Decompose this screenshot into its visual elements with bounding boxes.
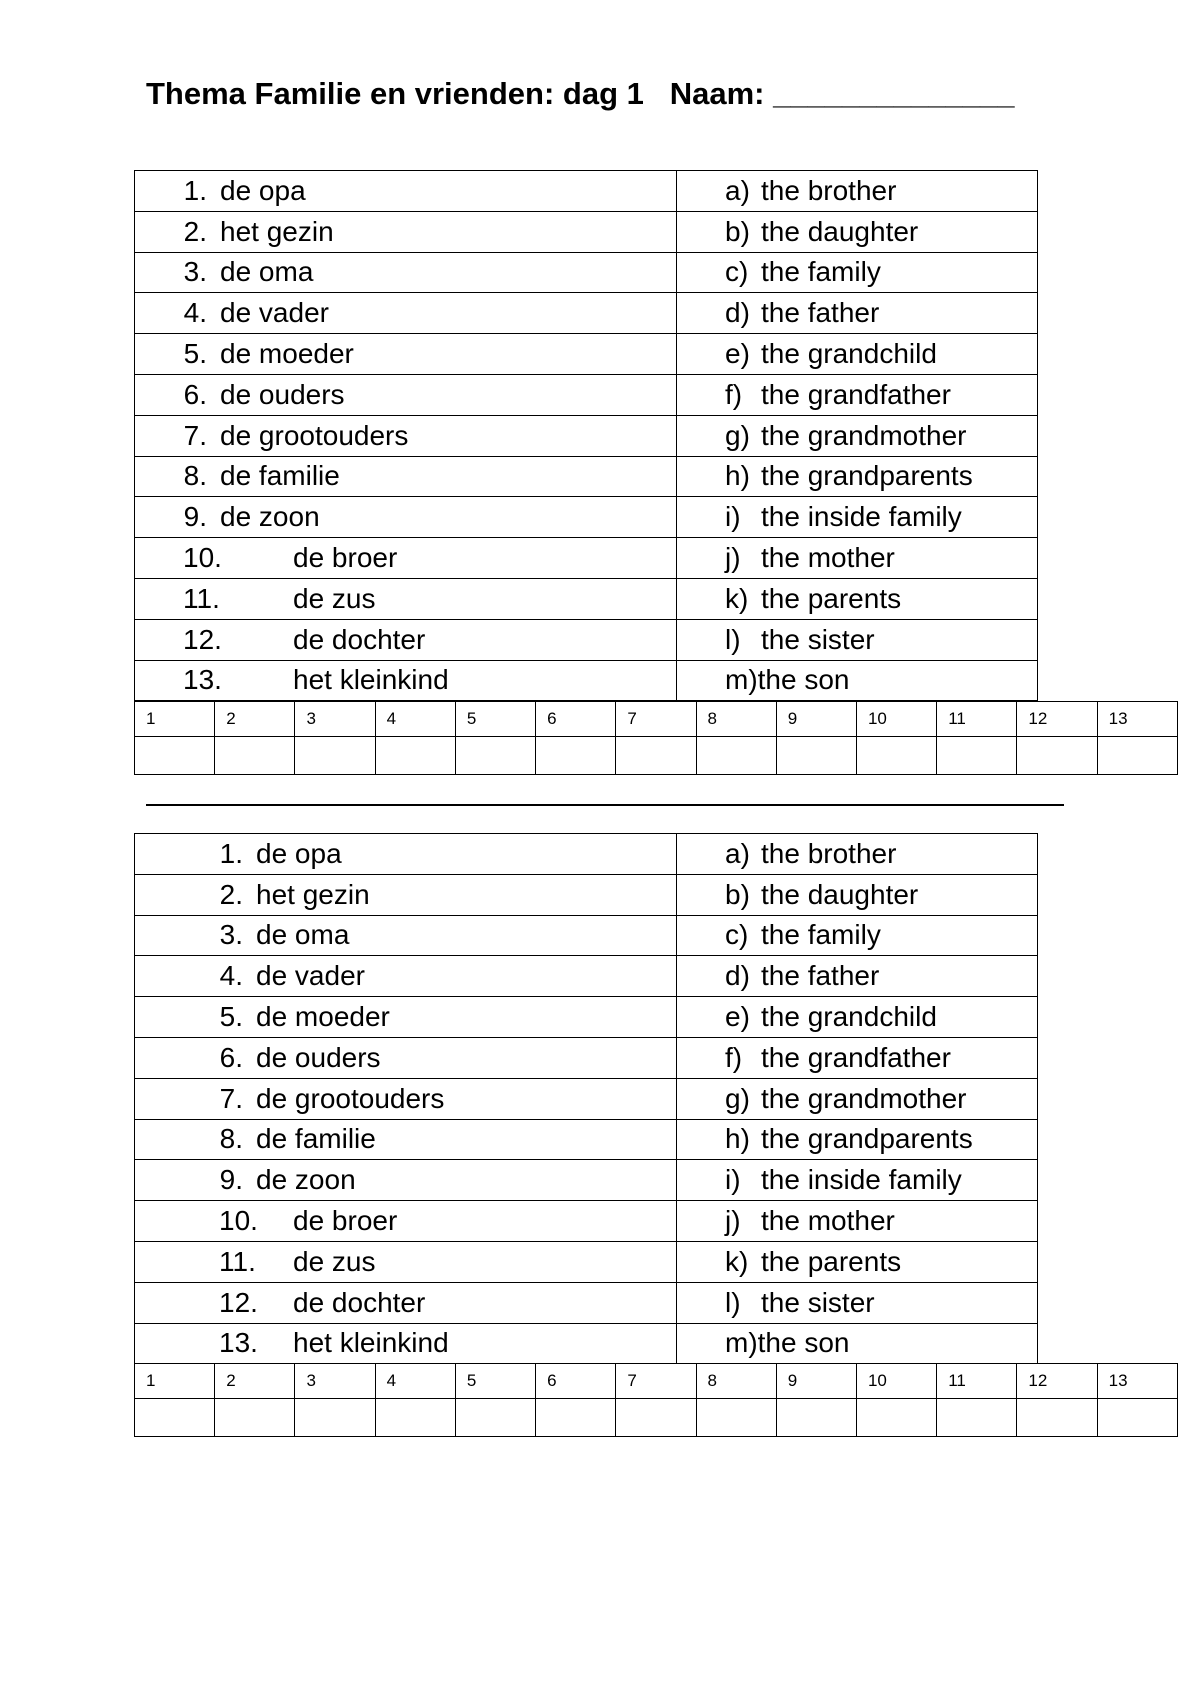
dutch-cell — [135, 334, 677, 375]
vocab-row — [135, 1323, 1038, 1364]
answer-box[interactable] — [616, 737, 696, 775]
answer-box[interactable] — [696, 737, 776, 775]
vocab-row — [135, 997, 1038, 1038]
vocab-row — [135, 1078, 1038, 1119]
vocab-row — [135, 538, 1038, 579]
dutch-word: de dochter — [293, 623, 426, 655]
dutch-cell — [135, 874, 677, 915]
item-letter: e) — [725, 1001, 750, 1033]
item-letter: f) — [725, 378, 743, 410]
item-letter: a) — [725, 837, 750, 869]
item-number: 3. — [183, 256, 207, 288]
item-letter: l) — [725, 623, 741, 655]
item-letter: e) — [725, 338, 750, 370]
vocab-row — [135, 252, 1038, 293]
english-cell — [677, 997, 1038, 1038]
dutch-word: de opa — [220, 174, 306, 206]
item-number: 11. — [183, 582, 220, 614]
english-word: the mother — [761, 1205, 895, 1237]
dutch-cell — [135, 497, 677, 538]
english-word: the inside family — [761, 501, 962, 533]
dutch-word: de oma — [256, 919, 350, 951]
answer-box[interactable] — [776, 1399, 856, 1437]
vocab-row — [135, 834, 1038, 875]
dutch-cell — [135, 1037, 677, 1078]
vocab-row — [135, 293, 1038, 334]
english-cell — [677, 374, 1038, 415]
answer-number: 13 — [1097, 702, 1177, 737]
answer-box[interactable] — [135, 737, 215, 775]
answer-box[interactable] — [696, 1399, 776, 1437]
dutch-cell — [135, 1078, 677, 1119]
item-number: 10. — [183, 542, 222, 574]
vocab-row — [135, 1119, 1038, 1160]
dutch-cell — [135, 1241, 677, 1282]
english-word: the parents — [761, 582, 902, 614]
item-letter: a) — [725, 174, 750, 206]
answer-number: 8 — [696, 1364, 776, 1399]
answer-box[interactable] — [616, 1399, 696, 1437]
english-cell — [677, 456, 1038, 497]
answer-number: 6 — [536, 1364, 616, 1399]
item-letter: g) — [725, 419, 750, 451]
answer-number: 7 — [616, 1364, 696, 1399]
answer-number: 8 — [696, 702, 776, 737]
english-cell — [677, 660, 1038, 701]
vocab-row — [135, 1241, 1038, 1282]
item-letter: i) — [725, 501, 741, 533]
answer-input-row — [135, 737, 1178, 775]
item-letter: j) — [725, 542, 741, 574]
dutch-cell — [135, 252, 677, 293]
english-cell — [677, 619, 1038, 660]
dutch-word: de zoon — [256, 1164, 356, 1196]
answer-box[interactable] — [856, 737, 936, 775]
item-letter: h) — [725, 460, 750, 492]
english-word: the father — [761, 297, 880, 329]
answer-number: 12 — [1017, 702, 1097, 737]
dutch-word: de grootouders — [220, 419, 409, 451]
item-letter: c) — [725, 919, 749, 951]
dutch-cell — [135, 915, 677, 956]
item-letter: b) — [725, 215, 750, 247]
vocab-row — [135, 578, 1038, 619]
worksheet-title: Thema Familie en vrienden: dag 1 Naam: ______________ — [146, 76, 1015, 111]
item-letter: m) — [725, 1327, 758, 1359]
dutch-word: de familie — [220, 460, 340, 492]
answer-box[interactable] — [1017, 1399, 1097, 1437]
english-cell — [677, 1078, 1038, 1119]
dutch-cell — [135, 619, 677, 660]
answer-box[interactable] — [1097, 1399, 1177, 1437]
dutch-cell — [135, 538, 677, 579]
answer-number: 12 — [1017, 1364, 1097, 1399]
item-letter: k) — [725, 1245, 749, 1277]
item-number: 7. — [183, 419, 207, 451]
english-cell — [677, 211, 1038, 252]
english-cell — [677, 1282, 1038, 1323]
item-letter: h) — [725, 1123, 750, 1155]
english-word: the grandchild — [761, 338, 937, 370]
item-number: 12. — [219, 1286, 258, 1318]
english-word: the family — [761, 919, 881, 951]
answer-box[interactable] — [1097, 737, 1177, 775]
english-word: the grandmother — [761, 419, 967, 451]
english-cell — [677, 834, 1038, 875]
vocab-row — [135, 171, 1038, 212]
dutch-word: de familie — [256, 1123, 376, 1155]
vocab-table-top — [134, 170, 1038, 701]
item-number: 3. — [219, 919, 243, 951]
item-letter: d) — [725, 960, 750, 992]
dutch-word: het kleinkind — [293, 664, 449, 696]
answer-box[interactable] — [455, 1399, 535, 1437]
vocab-row — [135, 1160, 1038, 1201]
answer-number: 10 — [856, 1364, 936, 1399]
english-cell — [677, 293, 1038, 334]
item-number: 8. — [219, 1123, 243, 1155]
item-letter: j) — [725, 1205, 741, 1237]
english-cell — [677, 252, 1038, 293]
item-number: 13. — [219, 1327, 258, 1359]
item-letter: f) — [725, 1041, 743, 1073]
dutch-cell — [135, 1160, 677, 1201]
answer-box[interactable] — [536, 1399, 616, 1437]
dutch-cell — [135, 171, 677, 212]
english-cell — [677, 915, 1038, 956]
dutch-word: de vader — [220, 297, 329, 329]
answer-box[interactable] — [856, 1399, 936, 1437]
english-cell — [677, 171, 1038, 212]
dutch-cell — [135, 456, 677, 497]
dutch-word: de moeder — [256, 1001, 390, 1033]
dutch-word: de oma — [220, 256, 314, 288]
vocab-row — [135, 211, 1038, 252]
vocab-row — [135, 915, 1038, 956]
vocab-table-bottom — [134, 833, 1038, 1364]
dutch-word: de zus — [293, 1245, 376, 1277]
dutch-word: de ouders — [220, 378, 345, 410]
english-word: the son — [757, 1327, 850, 1359]
dutch-cell — [135, 1323, 677, 1364]
english-cell — [677, 874, 1038, 915]
dutch-word: de zoon — [220, 501, 320, 533]
dutch-word: de vader — [256, 960, 365, 992]
dutch-cell — [135, 956, 677, 997]
answer-box[interactable] — [375, 1399, 455, 1437]
item-number: 8. — [183, 460, 207, 492]
item-number: 1. — [219, 837, 243, 869]
english-word: the daughter — [761, 215, 919, 247]
english-cell — [677, 497, 1038, 538]
dutch-cell — [135, 211, 677, 252]
answer-box[interactable] — [295, 1399, 375, 1437]
answer-box[interactable] — [937, 737, 1017, 775]
vocab-row — [135, 456, 1038, 497]
english-word: the mother — [761, 542, 895, 574]
english-word: the son — [757, 664, 850, 696]
answer-number: 7 — [616, 702, 696, 737]
dutch-cell — [135, 374, 677, 415]
item-letter: k) — [725, 582, 749, 614]
answer-number: 11 — [937, 1364, 1017, 1399]
answer-grid-bottom — [134, 1363, 1178, 1437]
english-word: the sister — [761, 1286, 875, 1318]
item-number: 13. — [183, 664, 222, 696]
vocab-row — [135, 956, 1038, 997]
dutch-word: de broer — [293, 1205, 398, 1237]
answer-number: 1 — [135, 702, 215, 737]
english-cell — [677, 1160, 1038, 1201]
item-number: 6. — [183, 378, 207, 410]
item-letter: d) — [725, 297, 750, 329]
dutch-word: de broer — [293, 542, 398, 574]
item-number: 4. — [219, 960, 243, 992]
answer-box[interactable] — [536, 737, 616, 775]
dutch-word: het gezin — [220, 215, 334, 247]
english-cell — [677, 538, 1038, 579]
item-number: 5. — [219, 1001, 243, 1033]
answer-input-row — [135, 1399, 1178, 1437]
answer-number: 2 — [215, 702, 295, 737]
vocab-row — [135, 1201, 1038, 1242]
answer-number: 2 — [215, 1364, 295, 1399]
answer-number: 13 — [1097, 1364, 1177, 1399]
english-cell — [677, 1323, 1038, 1364]
item-number: 10. — [219, 1205, 258, 1237]
item-number: 6. — [219, 1041, 243, 1073]
item-number: 1. — [183, 174, 207, 206]
answer-number: 6 — [536, 702, 616, 737]
dutch-word: de zus — [293, 582, 376, 614]
answer-number: 5 — [455, 1364, 535, 1399]
english-cell — [677, 578, 1038, 619]
vocab-row — [135, 1282, 1038, 1323]
answer-box[interactable] — [295, 737, 375, 775]
dutch-cell — [135, 1201, 677, 1242]
item-letter: g) — [725, 1082, 750, 1114]
dutch-cell — [135, 1282, 677, 1323]
answer-number: 3 — [295, 1364, 375, 1399]
english-cell — [677, 1037, 1038, 1078]
dutch-word: het kleinkind — [293, 1327, 449, 1359]
item-letter: c) — [725, 256, 749, 288]
item-number: 7. — [219, 1082, 243, 1114]
answer-number: 1 — [135, 1364, 215, 1399]
english-word: the brother — [761, 174, 897, 206]
vocab-row — [135, 334, 1038, 375]
answer-number: 9 — [776, 1364, 856, 1399]
english-word: the brother — [761, 837, 897, 869]
answer-number-row — [135, 1364, 1178, 1399]
dutch-word: de grootouders — [256, 1082, 445, 1114]
vocab-row — [135, 374, 1038, 415]
item-number: 5. — [183, 338, 207, 370]
answer-box[interactable] — [215, 737, 295, 775]
answer-box[interactable] — [375, 737, 455, 775]
english-word: the grandparents — [761, 1123, 973, 1155]
english-word: the parents — [761, 1245, 902, 1277]
answer-number-row — [135, 702, 1178, 737]
english-cell — [677, 1241, 1038, 1282]
english-cell — [677, 1119, 1038, 1160]
vocab-row — [135, 497, 1038, 538]
cut-line — [146, 804, 1064, 806]
dutch-cell — [135, 660, 677, 701]
item-number: 9. — [183, 501, 207, 533]
dutch-word: de moeder — [220, 338, 354, 370]
item-letter: l) — [725, 1286, 741, 1318]
item-number: 2. — [183, 215, 207, 247]
dutch-word: de ouders — [256, 1041, 381, 1073]
answer-number: 5 — [455, 702, 535, 737]
vocab-row — [135, 874, 1038, 915]
answer-number: 3 — [295, 702, 375, 737]
dutch-cell — [135, 415, 677, 456]
dutch-cell — [135, 997, 677, 1038]
dutch-word: het gezin — [256, 878, 370, 910]
english-cell — [677, 1201, 1038, 1242]
english-word: the grandfather — [761, 1041, 951, 1073]
answer-box[interactable] — [937, 1399, 1017, 1437]
item-letter: b) — [725, 878, 750, 910]
dutch-cell — [135, 1119, 677, 1160]
answer-number: 4 — [375, 702, 455, 737]
answer-number: 10 — [856, 702, 936, 737]
english-word: the daughter — [761, 878, 919, 910]
answer-box[interactable] — [1017, 737, 1097, 775]
english-word: the grandchild — [761, 1001, 937, 1033]
answer-number: 9 — [776, 702, 856, 737]
answer-box[interactable] — [215, 1399, 295, 1437]
vocab-row — [135, 619, 1038, 660]
answer-box[interactable] — [135, 1399, 215, 1437]
answer-grid-top — [134, 701, 1178, 775]
answer-box[interactable] — [455, 737, 535, 775]
english-word: the grandfather — [761, 378, 951, 410]
english-word: the sister — [761, 623, 875, 655]
item-number: 4. — [183, 297, 207, 329]
item-number: 12. — [183, 623, 222, 655]
item-number: 2. — [219, 878, 243, 910]
english-cell — [677, 956, 1038, 997]
item-letter: i) — [725, 1164, 741, 1196]
dutch-word: de opa — [256, 837, 342, 869]
vocab-row — [135, 1037, 1038, 1078]
dutch-cell — [135, 293, 677, 334]
item-letter: m) — [725, 664, 758, 696]
vocab-row — [135, 660, 1038, 701]
english-word: the family — [761, 256, 881, 288]
vocab-row — [135, 415, 1038, 456]
item-number: 11. — [219, 1245, 256, 1277]
english-cell — [677, 415, 1038, 456]
english-cell — [677, 334, 1038, 375]
dutch-cell — [135, 834, 677, 875]
dutch-cell — [135, 578, 677, 619]
item-number: 9. — [219, 1164, 243, 1196]
answer-number: 4 — [375, 1364, 455, 1399]
answer-box[interactable] — [776, 737, 856, 775]
english-word: the father — [761, 960, 880, 992]
english-word: the inside family — [761, 1164, 962, 1196]
english-word: the grandparents — [761, 460, 973, 492]
answer-number: 11 — [937, 702, 1017, 737]
dutch-word: de dochter — [293, 1286, 426, 1318]
english-word: the grandmother — [761, 1082, 967, 1114]
